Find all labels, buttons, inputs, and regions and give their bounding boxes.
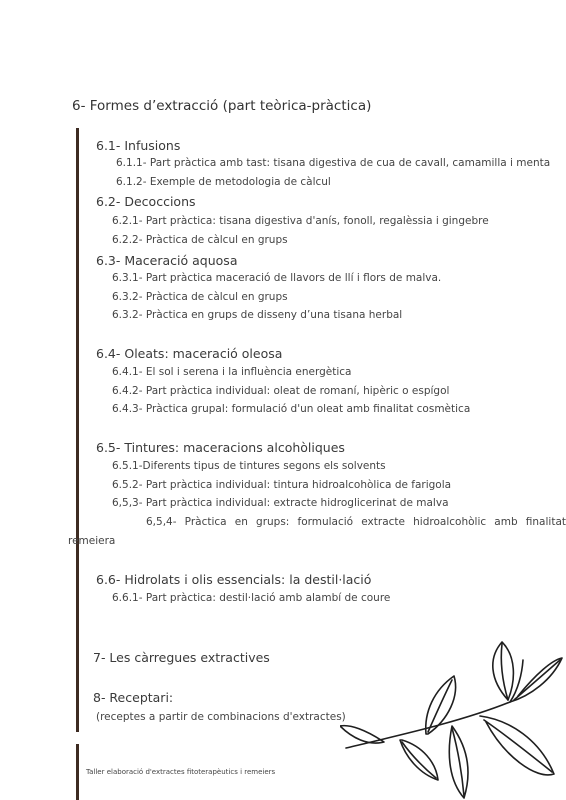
- section-8-title: 8- Receptari:: [93, 690, 174, 705]
- section-7-title: 7- Les càrregues extractives: [93, 650, 270, 665]
- item-6-2-2: 6.2.2- Pràctica de càlcul en grups: [112, 234, 288, 246]
- footer-text: Taller elaboració d'extractes fitoterapèutics i remeiers: [86, 768, 276, 776]
- section-6-2-title: 6.2- Decoccions: [96, 194, 196, 209]
- item-6-3-3: 6.3.2- Pràctica en grups de disseny d’una tisana herbal: [112, 309, 403, 321]
- item-6-4-3: 6.4.3- Pràctica grupal: formulació d'un oleat amb finalitat cosmètica: [112, 403, 471, 415]
- item-6-3-1: 6.3.1- Part pràctica maceració de llavors de llí i flors de malva.: [112, 272, 442, 284]
- item-6-1-1: 6.1.1- Part pràctica amb tast: tisana digestiva de cua de cavall, camamilla i menta: [116, 157, 551, 169]
- item-6-5-3: 6,5,3- Part pràctica individual: extracte hidroglicerinat de malva: [112, 497, 449, 509]
- item-6-4-1: 6.4.1- El sol i serena i la influència energètica: [112, 366, 352, 378]
- section-6-6-title: 6.6- Hidrolats i olis essencials: la destil·lació: [96, 572, 372, 587]
- item-6-5-4-continuation: remeiera: [68, 535, 116, 547]
- section-6-title: 6- Formes d’extracció (part teòrica-pràctica): [72, 98, 372, 114]
- vertical-rule-bottom: [76, 744, 79, 800]
- item-6-6-1: 6.6.1- Part pràctica: destil·lació amb alambí de coure: [112, 592, 391, 604]
- leaf-branch-icon: [340, 640, 566, 800]
- section-6-1-title: 6.1- Infusions: [96, 138, 181, 153]
- item-6-2-1: 6.2.1- Part pràctica: tisana digestiva d'anís, fonoll, regalèssia i gingebre: [112, 215, 489, 227]
- section-8-note: (receptes a partir de combinacions d'extractes): [96, 711, 346, 723]
- item-6-5-4: 6,5,4- Pràctica en grups: formulació extracte hidroalcohòlic amb finalitat: [146, 516, 566, 528]
- vertical-rule-top: [76, 128, 79, 732]
- item-6-5-1: 6.5.1-Diferents tipus de tintures segons els solvents: [112, 460, 386, 472]
- item-6-1-2: 6.1.2- Exemple de metodologia de càlcul: [116, 176, 331, 188]
- item-6-3-2: 6.3.2- Pràctica de càlcul en grups: [112, 291, 288, 303]
- section-6-3-title: 6.3- Maceració aquosa: [96, 253, 238, 268]
- section-6-4-title: 6.4- Oleats: maceració oleosa: [96, 346, 283, 361]
- item-6-4-2: 6.4.2- Part pràctica individual: oleat de romaní, hipèric o espígol: [112, 385, 450, 397]
- section-6-5-title: 6.5- Tintures: maceracions alcohòliques: [96, 440, 345, 455]
- item-6-5-2: 6.5.2- Part pràctica individual: tintura hidroalcohòlica de farigola: [112, 479, 452, 491]
